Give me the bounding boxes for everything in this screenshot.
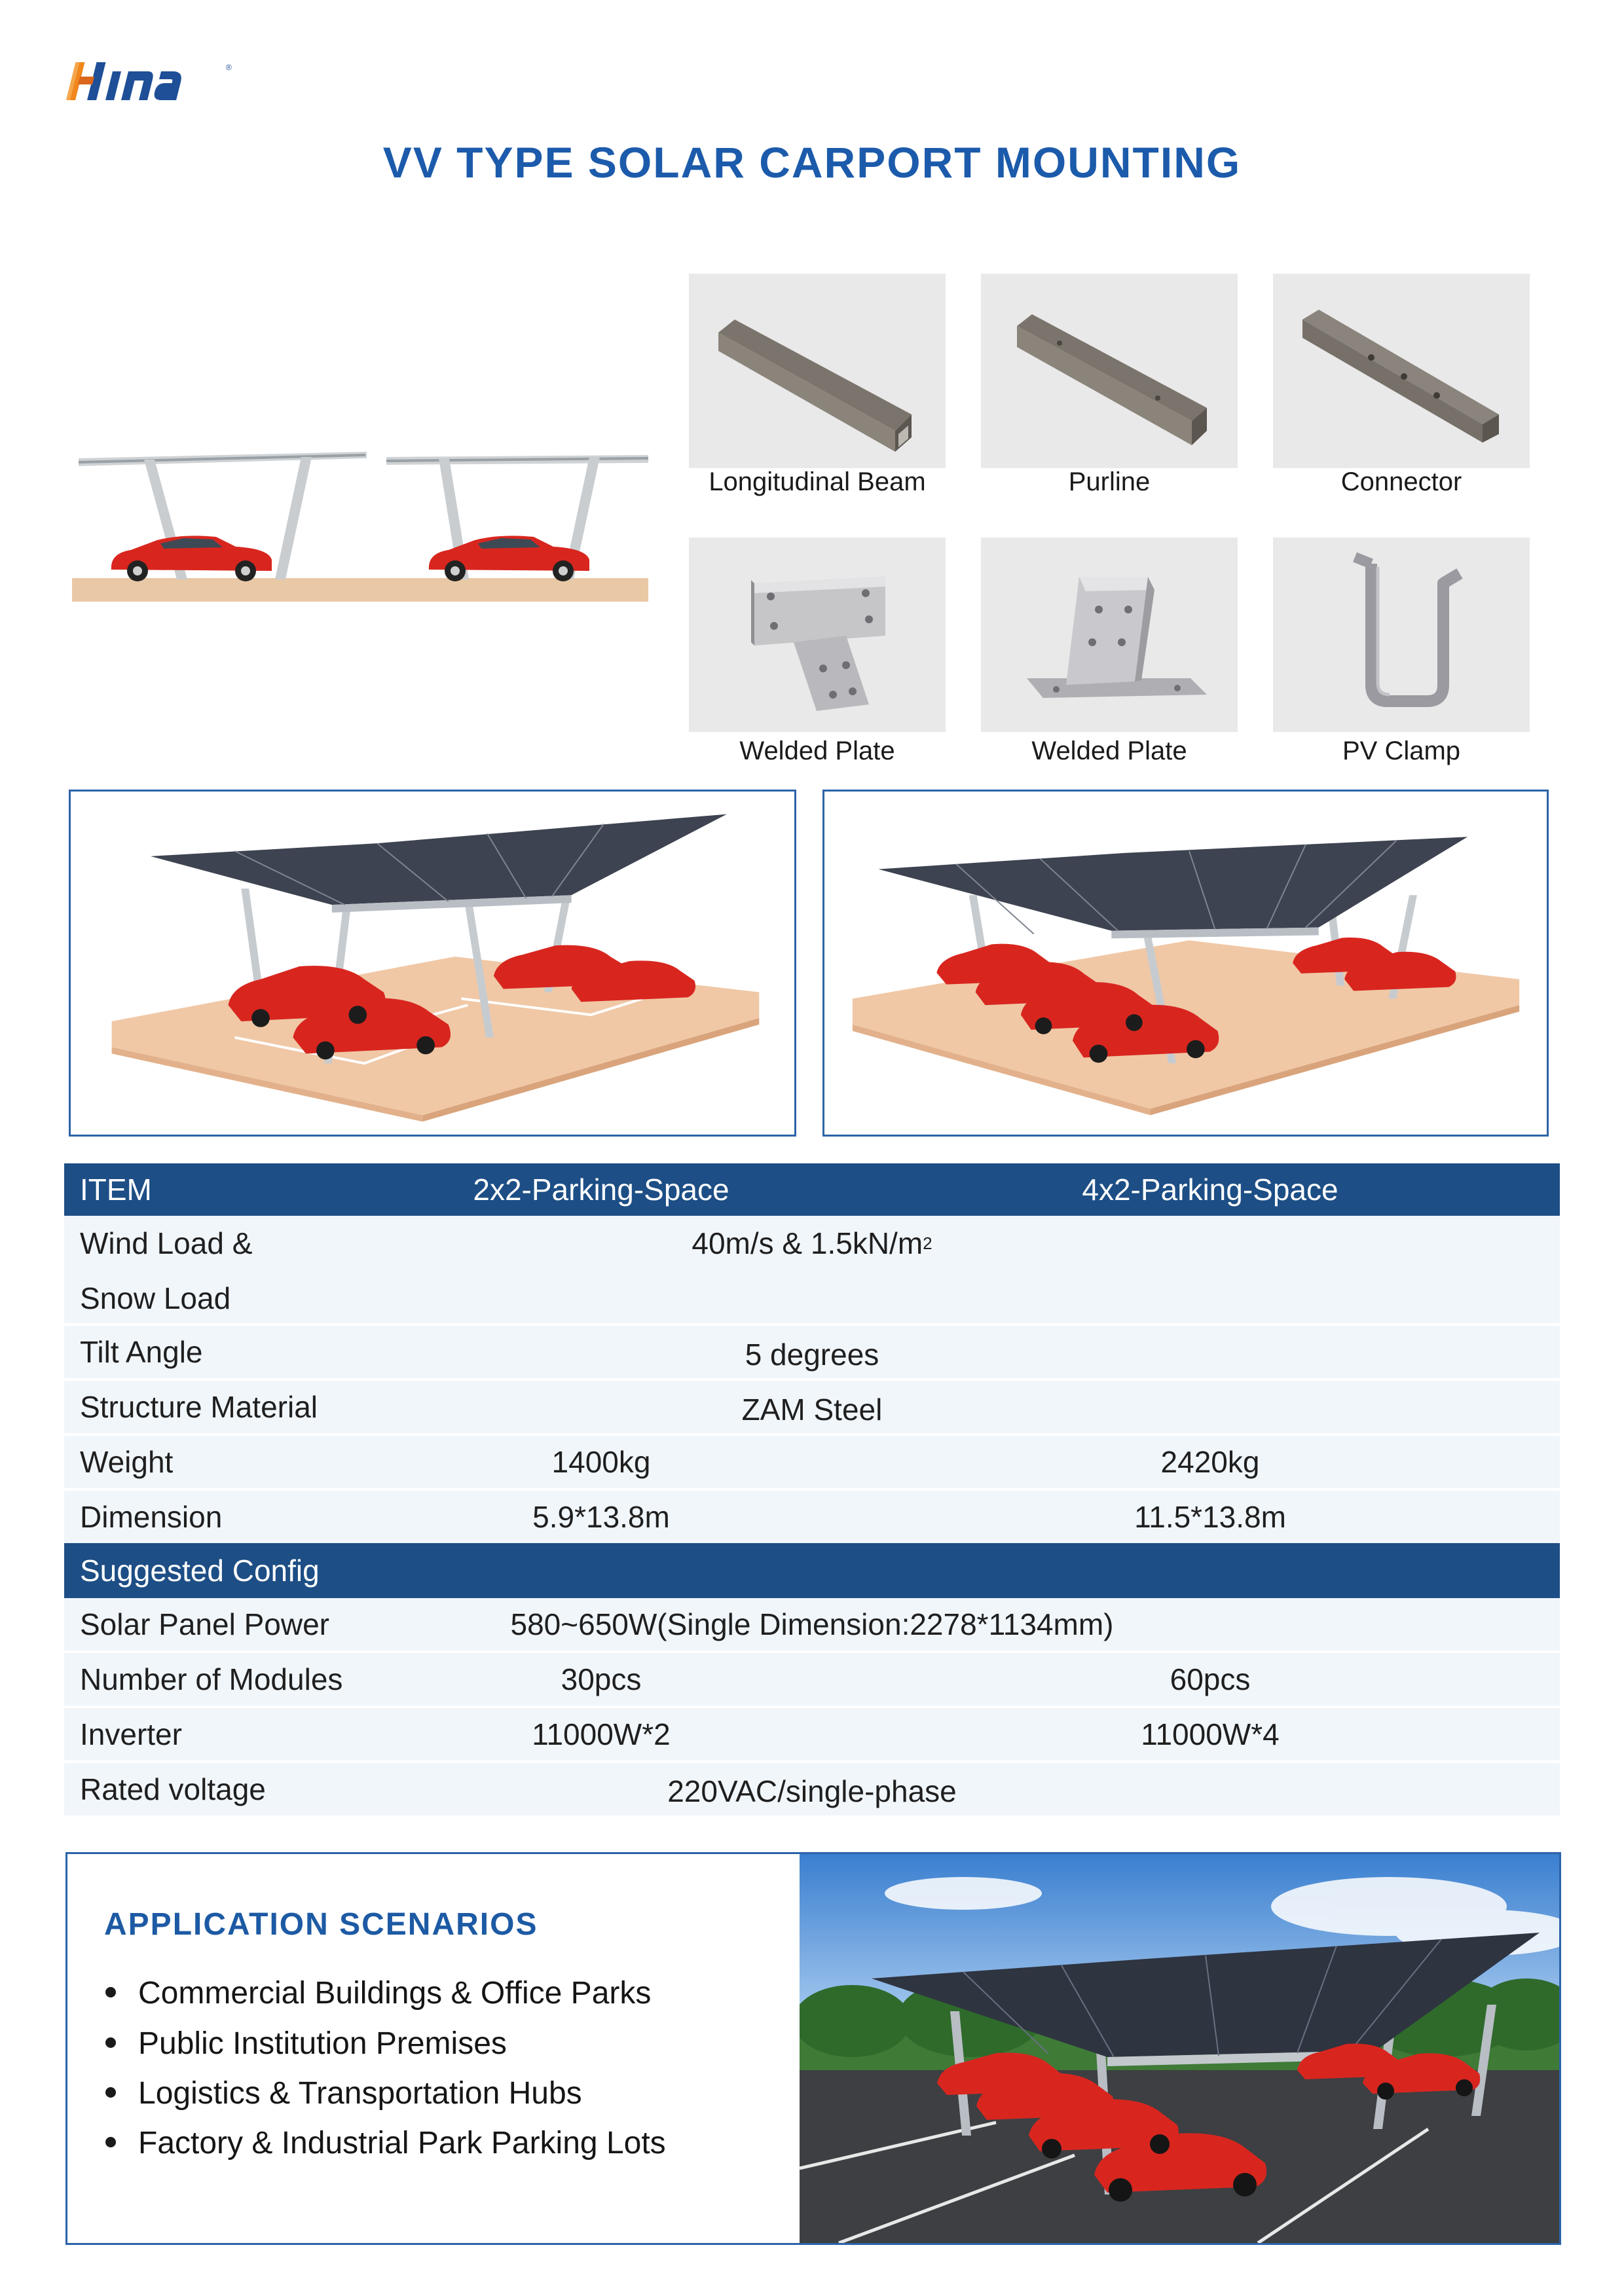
application-photo (800, 1854, 1559, 2243)
connector-image (1273, 274, 1530, 468)
table-subheader-suggested (64, 1543, 1560, 1598)
page-title: VV TYPE SOLAR CARPORT MOUNTING (382, 138, 1242, 187)
header-4x2: 4x2-Parking-Space (1082, 1173, 1338, 1207)
value-material: ZAM Steel (741, 1393, 883, 1427)
value-inverter-4x2: 11000W*4 (1141, 1717, 1280, 1751)
table-row-dimension (64, 1491, 1560, 1543)
render-2x2-parking-space (69, 790, 796, 1137)
label-voltage: Rated voltage (80, 1772, 266, 1806)
table-row-wind-snow (64, 1216, 1560, 1326)
value-modules-2x2: 30pcs (561, 1662, 642, 1696)
part-label-connector: Connector (1340, 467, 1462, 496)
table-row-voltage (64, 1763, 1560, 1815)
header-item: ITEM (80, 1173, 152, 1207)
bullet-icon (105, 1987, 116, 1997)
table-row-weight (64, 1436, 1560, 1491)
part-label-longitudinal-beam: Longitudinal Beam (709, 467, 926, 496)
value-modules-4x2: 60pcs (1170, 1662, 1251, 1696)
table-row-material (64, 1381, 1560, 1436)
label-panel-power: Solar Panel Power (80, 1607, 329, 1641)
application-item: Commercial Buildings & Office Parks (105, 1975, 651, 2011)
value-inverter-2x2: 11000W*2 (532, 1717, 671, 1751)
value-tilt: 5 degrees (745, 1338, 879, 1372)
part-label-welded-plate-2: Welded Plate (1031, 737, 1187, 765)
header-2x2: 2x2-Parking-Space (473, 1173, 729, 1207)
label-inverter: Inverter (80, 1717, 182, 1751)
label-snow-load: Snow Load (80, 1281, 231, 1315)
table-header-row (64, 1163, 1560, 1216)
label-tilt: Tilt Angle (80, 1335, 203, 1369)
brand-logo (65, 56, 242, 108)
bullet-icon (105, 2137, 116, 2147)
application-scenarios-box (65, 1852, 1561, 2245)
application-item: Public Institution Premises (105, 2026, 507, 2062)
table-row-inverter (64, 1708, 1560, 1763)
render-4x2-parking-space (822, 790, 1549, 1137)
application-item: Logistics & Transportation Hubs (105, 2075, 582, 2111)
pv-clamp-image (1273, 538, 1530, 732)
value-wind-snow: 40m/s & 1.5kN/m 2 (692, 1226, 932, 1260)
bullet-icon (105, 2037, 116, 2048)
welded-plate-image-2 (981, 538, 1238, 732)
label-dimension: Dimension (80, 1500, 223, 1534)
part-label-welded-plate-1: Welded Plate (739, 737, 895, 765)
suggested-config-label: Suggested Config (80, 1554, 320, 1588)
table-row-tilt (64, 1326, 1560, 1381)
purline-image (981, 274, 1238, 468)
value-weight-2x2: 1400kg (551, 1445, 651, 1479)
value-panel-power: 580~650W(Single Dimension:2278*1134mm) (510, 1607, 1114, 1641)
welded-plate-image-1 (689, 538, 946, 732)
longitudinal-beam-image (689, 274, 946, 468)
value-dimension-2x2: 5.9*13.8m (532, 1500, 670, 1534)
spec-table (64, 1163, 1560, 1815)
label-modules: Number of Modules (80, 1662, 343, 1696)
bullet-icon (105, 2087, 116, 2098)
label-weight: Weight (80, 1445, 174, 1479)
svg-text:®: ® (226, 63, 232, 72)
carport-side-view-illustration (72, 419, 655, 609)
application-title: APPLICATION SCENARIOS (104, 1907, 538, 1942)
table-row-panel-power (64, 1598, 1560, 1653)
part-label-pv-clamp: PV Clamp (1342, 737, 1461, 765)
value-dimension-4x2: 11.5*13.8m (1134, 1500, 1286, 1534)
value-voltage: 220VAC/single-phase (667, 1774, 957, 1808)
application-item: Factory & Industrial Park Parking Lots (105, 2125, 666, 2161)
label-material: Structure Material (80, 1390, 318, 1424)
value-weight-4x2: 2420kg (1160, 1445, 1260, 1479)
part-label-purline: Purline (1068, 467, 1151, 496)
table-row-modules (64, 1653, 1560, 1708)
label-wind-load: Wind Load & (80, 1226, 253, 1260)
